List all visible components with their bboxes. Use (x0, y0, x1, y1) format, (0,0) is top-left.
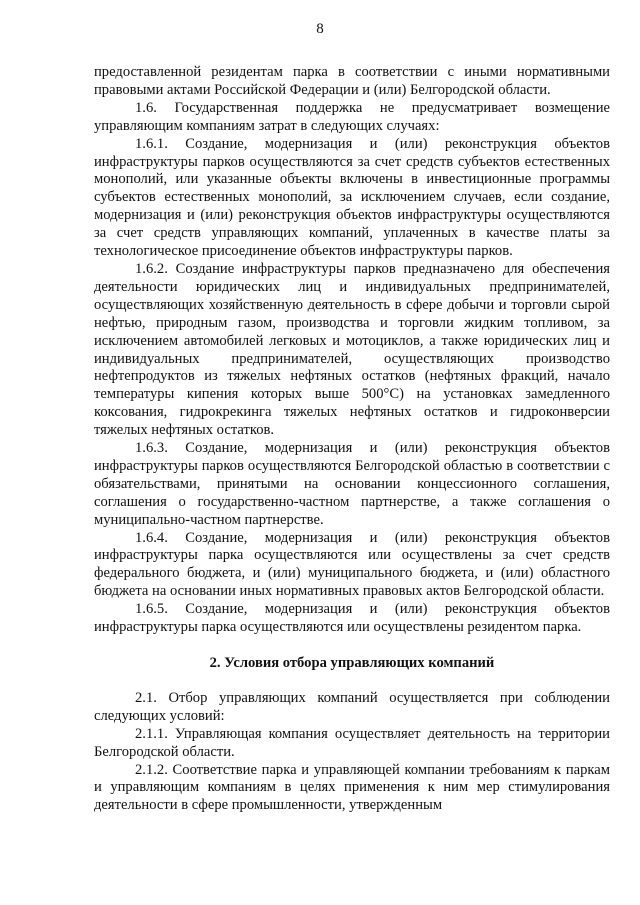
paragraph-1-6-3: 1.6.3. Создание, модернизация и (или) реконструкция объектов инфраструктуры парков осуществляются Белгородской областью в соответствии с обязательствами, принятыми на основании концессионного соглашения, соглашения о государственно-частном партнерстве, а также соглашения о муниципально-частном партнерстве. (94, 440, 610, 528)
paragraph-1-6: 1.6. Государственная поддержка не предусматривает возмещение управляющим компаниям затрат в следующих случаях: (94, 99, 610, 134)
document-body (94, 64, 610, 815)
paragraph-1-6-4: 1.6.4. Создание, модернизация и (или) реконструкция объектов инфраструктуры парка осуществляются или осуществлены за счет средств федерального бюджета, и (или) муниципального бюджета, и (или) областного бюджета на основании иных нормативных правовых актов Белгородской области. (94, 529, 610, 600)
paragraph-2-1-1: 2.1.1. Управляющая компания осуществляет деятельность на территории Белгородской области. (94, 725, 610, 760)
section-heading: 2. Условия отбора управляющих компаний (209, 655, 495, 671)
paragraph-1-6-1: 1.6.1. Создание, модернизация и (или) реконструкция объектов инфраструктуры парков осуществляются за счет средств субъектов естественных монополий, или указанные объекты включены в инвестиционные программы субъектов естественных монополий, за исключением случаев, если создание, модернизация и (или) реконструкция объектов инфраструктуры осуществляются за счет средств управляющих компаний, уплаченных в качестве платы за технологическое присоединение объектов инфраструктуры парков. (94, 135, 610, 260)
paragraph-2-1-2: 2.1.2. Соответствие парка и управляющей компании требованиям к паркам и управляющим компаниям в целях применения к ним мер стимулирования деятельности в сфере промышленности, утвержденным (94, 761, 610, 814)
paragraph-1-6-5: 1.6.5. Создание, модернизация и (или) реконструкция объектов инфраструктуры парка осуществляются или осуществлены резидентом парка. (94, 601, 610, 636)
paragraph-2-1: 2.1. Отбор управляющих компаний осуществляется при соблюдении следующих условий: (94, 689, 610, 724)
page-number: 8 (316, 21, 324, 37)
paragraph-continuation: предоставленной резидентам парка в соответствии с иными нормативными правовыми актами Российской Федерации и (или) Белгородской области. (94, 64, 610, 98)
paragraph-1-6-2: 1.6.2. Создание инфраструктуры парков предназначено для обеспечения деятельности юридических лиц и индивидуальных предпринимателей, осуществляющих хозяйственную деятельность в сфере добычи и торговли сырой нефтью, природным газом, производства и торговли жидким топливом, за исключением автомобилей легковых и мотоциклов, а также юридических лиц и индивидуальных предпринимателей, осуществляющих производство нефтепродуктов из тяжелых нефтяных остатков (нефтяных фракций, начало температуры кипения которых выше 500°С) на установках замедленного коксования, гидрокрекинга тяжелых нефтяных остатков и гидроконверсии тяжелых нефтяных остатков. (94, 260, 610, 439)
